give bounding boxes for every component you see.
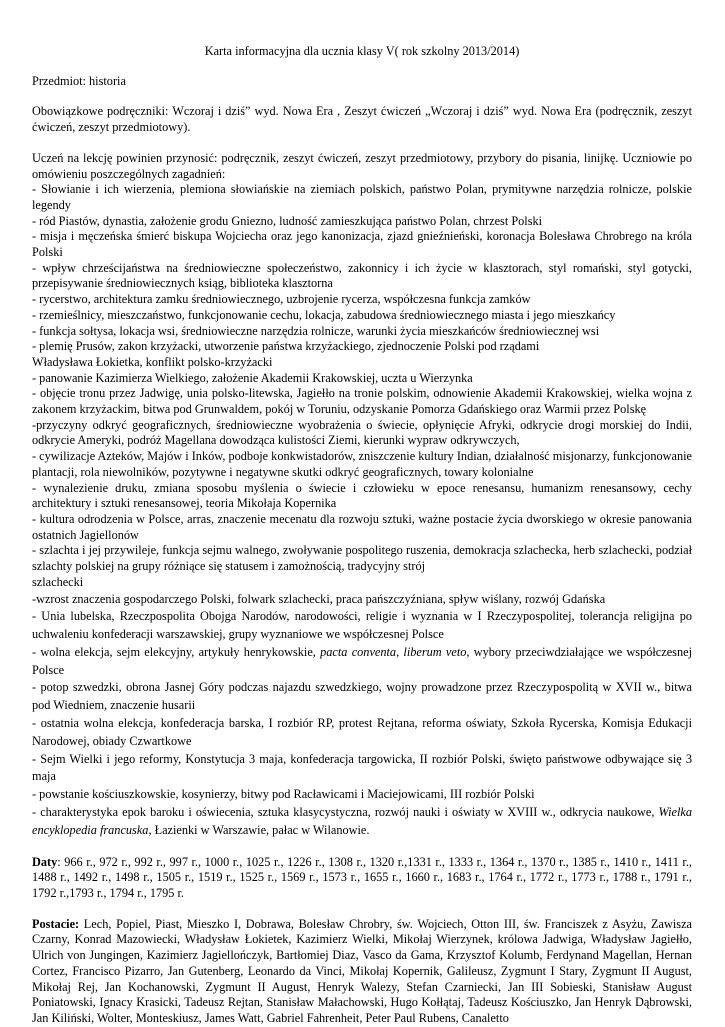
subject-line: Przedmiot: historia (32, 73, 126, 88)
topic-item-elekcja (32, 644, 692, 680)
topic-item: - misja i męczeńska śmierć biskupa Wojciecha oraz jego kanonizacja, zjazd gnieźnieński, koronacja Bolesława Chrobrego na króla Polski (32, 229, 692, 260)
topic-item: Władysława Łokietka, konflikt polsko-krzyżacki (32, 354, 273, 369)
topic-item: - cywilizacje Azteków, Majów i Inków, podboje konkwistadorów, zniszczenie kultury Indian, działalność misjonarzy, funkcjonowanie plantacji, rola niewolników, pozytywne i negatywne skutki odkryć geograficznych, towary kolonialne (32, 449, 692, 479)
people-list: Lech, Popiel, Piast, Mieszko I, Dobrawa, Bolesław Chrobry, św. Wojciech, Otton III, św. Franciszek z Asyżu, Zawisza Czarny, Konrad Mazowiecki, Władysław Łokietek, Kazimierz Wielki, Mikołaj Wierzynek, królowa Jadwiga, Władysław Jagiełło, Ulrich von Jungingen, Kazimierz Jagiellończyk, Bartłomiej Diaz, Vasco da Gama, Krzysztof Kolumb, Ferdynand Magellan, Hernan Cortez, Francisco Pizarro, Jan Gutenberg, Leonardo da Vinci, Mikołaj Kopernik, Galileusz, Zygmunt I Stary, Zygmunt II August, Mikołaj Rej, Jan Kochanowski, Zygmunt II August, Henryk Walezy, Stefan Czarniecki, Jan III Sobieski, Stanisław August Poniatowski, Ignacy Krasicki, Tadeusz Rejtan, Stanisław Małachowski, Hugo Kołłątaj, Tadeusz Kościuszko, Jan Henryk Dąbrowski, Jan Kiliński, Wolter, Monteskiusz, James Watt, Gabriel Fahrenheit, Peter Paul Rubens, Canaletto (32, 916, 692, 1025)
dates-label: Daty (32, 854, 58, 869)
dates-paragraph (32, 855, 692, 902)
topic-item: szlachecki (32, 574, 84, 589)
topic-item: - Słowianie i ich wierzenia, plemiona słowiańskie na ziemiach polskich, państwo Polan, prymitywne narzędzia rolnicze, polskie legendy (32, 182, 692, 212)
textbooks-paragraph: Obowiązkowe podręczniki: Wczoraj i dziś” wyd. Nowa Era , Zeszyt ćwiczeń „Wczoraj i dziś” wyd. Nowa Era (podręcznik, zeszyt ćwiczeń, zeszyt przedmiotowy). (32, 104, 692, 135)
topic-item: - Sejm Wielki i jego reformy, Konstytucja 3 maja, konfederacja targowicka, II rozbiór Polski, święto państwowe odbywające się 3 maja (32, 751, 692, 784)
last-topic-text: - charakterystyka epok baroku i oświecenia, sztuka klasycystyczna, rozwój nauki i oświaty w XVIII w., odkrycia naukowe, (32, 805, 659, 820)
topic-item: - panowanie Kazimierza Wielkiego, założenie Akademii Krakowskiej, uczta u Wierzynka (32, 370, 473, 385)
topic-item: - wpływ chrześcijaństwa na średniowieczne społeczeństwo, zakonnicy i ich życie w klasztorach, styl romański, styl gotycki, przepisywanie średniowiecznych ksiąg, biblioteka klasztorna (32, 260, 692, 291)
elekcja-text-end: , wybory przeciwdziałające we współczesnej Polsce (32, 644, 692, 677)
topic-item: - powstanie kościuszkowskie, kosynierzy, bitwy pod Racławicami i Maciejowicami, III rozbiór Polski (32, 787, 535, 802)
topic-item: - ostatnia wolna elekcja, konfederacja barska, I rozbiór RP, protest Rejtana, reforma oświaty, Szkoła Rycerska, Komisja Edukacji Narodowej, obiady Czwartkowe (32, 716, 692, 748)
topic-item: - kultura odrodzenia w Polsce, arras, znaczenie mecenatu dla rozwoju sztuki, ważne postacie życia dworskiego w okresie panowania ostatnich Jagiellonów (32, 511, 692, 542)
people-paragraph (32, 917, 692, 1027)
topic-item: - wynalezienie druku, zmiana sposobu myślenia o świecie i człowieku w epoce renesansu, humanizm renesansowy, cechy architektury i sztuki renesansowej, teoria Mikołaja Kopernika (32, 480, 692, 511)
people-label: Postacie: (32, 916, 80, 931)
topic-item: -przyczyny odkryć geograficznych, średniowieczne wyobrażenia o świecie, opłynięcie Afryki, odkrycie drogi morskiej do Indii, odkrycie Ameryki, podróż Magellana dowodząca kulistości Ziemi, kierunki wypraw odkrywczych, (32, 417, 692, 448)
elekcja-separator: , (396, 644, 404, 659)
topic-item: - Unia lubelska, Rzeczpospolita Obojga Narodów, narodowości, religie i wyznania w I Rzeczypospolitej, tolerancja religijna po uchwaleniu konfederacji warszawskiej, grupy wyznaniowe we współczesnej Polsce (32, 609, 692, 642)
topic-item: - rycerstwo, architektura zamku średniowiecznego, uzbrojenie rycerza, współczesna funkcja zamków (32, 292, 531, 307)
topic-item: - ród Piastów, dynastia, założenie grodu Gniezno, ludność zamieszkująca państwo Polan, chrzest Polski (32, 213, 543, 228)
dates-list: : 966 r., 972 r., 992 r., 997 r., 1000 r., 1025 r., 1226 r., 1308 r., 1320 r.,1331 r., 1333 r., 1364 r., 1370 r., 1385 r., 1410 r., 1411 r., 1488 r., 1492 r., 1498 r., 1505 r., 1519 r., 1525 r., 1569 r., 1573 r., 1655 r., 1660 r., 1683 r., 1764 r., 1772 r., 1773 r., 1788 r., 1791 r., 1792 r.,1793 r., 1794 r., 1795 r. (32, 854, 692, 901)
topic-item-last (32, 804, 692, 840)
document-title: Karta informacyjna dla ucznia klasy V( rok szkolny 2013/2014) (204, 44, 520, 58)
topic-item: - szlachta i jej przywileje, funkcja sejmu walnego, zwoływanie pospolitego ruszenia, demokracja szlachecka, herb szlachecki, podział szlachty polskiej na grupy różniące się statusem i zamożnością, tradycyjny strój (32, 543, 692, 574)
topic-item: - funkcja sołtysa, lokacja wsi, średniowieczne narzędzia rolnicze, warunki życia mieszkańców średniowiecznej wsi (32, 323, 600, 338)
elekcja-italic-term: pacta conventa (320, 644, 397, 659)
topic-item: - objęcie tronu przez Jadwigę, unia polsko-litewska, Jagiełło na tronie polskim, odnowienie Akademii Krakowskiej, wielka wojna z zakonem krzyżackim, bitwa pod Grunwaldem, pokój w Toruniu, odzyskanie Pomorza Gdańskiego oraz Warmii przez Polskę (32, 386, 692, 417)
last-topic-text-end: , Łazienki w Warszawie, pałac w Wilanowie. (148, 822, 370, 837)
topic-item: - rzemieślnicy, mieszczaństwo, funkcjonowanie cechu, lokacja, zabudowa średniowiecznego miasta i jego mieszkańcy (32, 307, 616, 322)
topic-item: -wzrost znaczenia gospodarczego Polski, folwark szlachecki, praca pańszczyźniana, spływ wiślany, rozwój Gdańska (32, 591, 606, 606)
topics-list (32, 182, 692, 839)
document-page (32, 44, 692, 1027)
elekcja-text: - wolna elekcja, sejm elekcyjny, artykuły henrykowskie, (32, 644, 321, 659)
encyclopedia-title: Wielka encyklopedia francuska (32, 805, 692, 837)
elekcja-italic-term: liberum veto (403, 644, 467, 659)
topic-item: - plemię Prusów, zakon krzyżacki, utworzenie państwa krzyżackiego, zjednoczenie Polski pod rządami (32, 339, 540, 354)
intro-paragraph: Uczeń na lekcję powinien przynosić: podręcznik, zeszyt ćwiczeń, zeszyt przedmiotowy, przybory do pisania, linijkę. Uczniowie po omówieniu poszczególnych zagadnień: (32, 150, 692, 181)
topic-item: - potop szwedzki, obrona Jasnej Góry podczas najazdu szwedzkiego, wojny prowadzone przez Rzeczypospolitą w XVII w., bitwa pod Wiedniem, znaczenie husarii (32, 680, 692, 713)
